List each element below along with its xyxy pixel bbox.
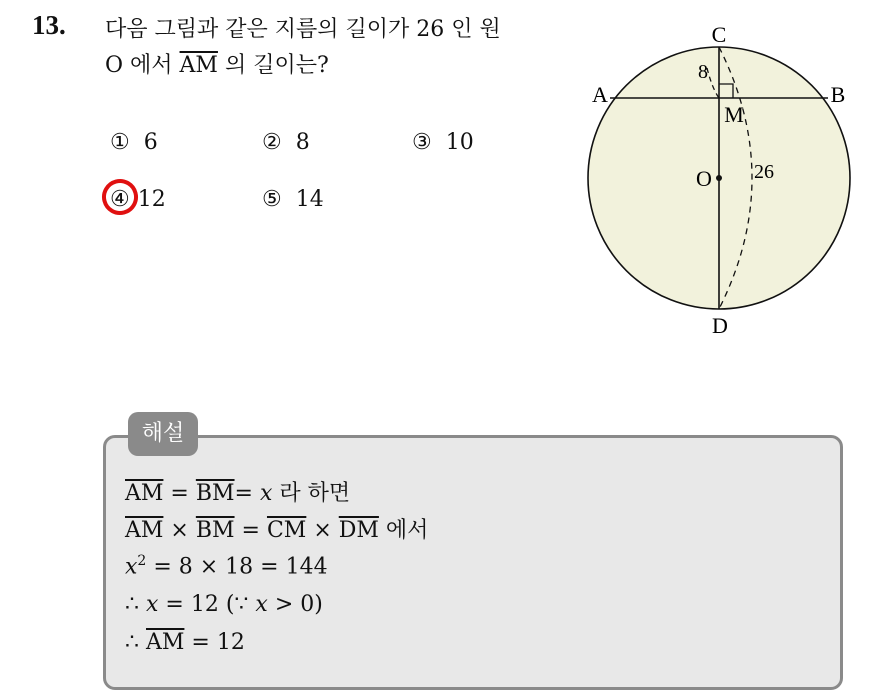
selection-ring (98, 175, 142, 219)
solution-line-2: $\overline{AM} \times \overline{BM} = \overline{CM} \times \overline{DM}$ 에서 (125, 518, 429, 543)
solution-line-1: $\overline{AM} = \overline{BM}= x$ 라 하면 (125, 481, 351, 506)
question-line-1: 다음 그림과 같은 지름의 길이가 26 인 원 (105, 17, 501, 42)
choice-4-value: 12 (137, 187, 166, 212)
question-line-2: O 에서 $\overline{AM}$ 의 길이는? (105, 53, 329, 78)
label-d: D (712, 313, 728, 338)
choice-5-mark: ⑤ (262, 187, 282, 212)
label-b: B (830, 82, 846, 107)
solution-line-3: $x^2 = 8 \times 18 = 144$ (125, 553, 328, 580)
label-m: M (724, 102, 744, 127)
choice-2-mark: ② (262, 130, 282, 155)
label-a: A (592, 82, 608, 107)
circle-diagram (580, 18, 870, 338)
choice-1-value: 6 (143, 130, 158, 155)
solution-line-4: ∴ x = 12 (∵ x > 0) (125, 592, 323, 617)
label-c: C (711, 22, 727, 47)
choice-3[interactable] (412, 130, 474, 155)
choice-4[interactable] (110, 187, 166, 212)
label-o: O (696, 166, 712, 191)
choice-3-mark: ③ (412, 130, 432, 155)
choice-5[interactable] (262, 187, 324, 212)
choice-4-mark: ④ (110, 187, 130, 212)
solution-line-5: ∴ $\overline{AM} = 12$ (125, 630, 245, 655)
choice-1-mark: ① (110, 130, 130, 155)
choice-2[interactable] (262, 130, 310, 155)
choice-1[interactable] (110, 130, 158, 155)
label-cd-length: 26 (754, 161, 774, 183)
choice-5-value: 14 (295, 187, 324, 212)
solution-tag: 해설 (128, 412, 198, 456)
choice-3-value: 10 (445, 130, 474, 155)
center-point (716, 175, 722, 181)
choice-2-value: 8 (295, 130, 310, 155)
label-cm-length: 8 (698, 61, 708, 83)
segment-am: $\overline{AM}$ (179, 53, 218, 78)
question-text (105, 12, 501, 84)
question-number: 13. (32, 10, 66, 40)
